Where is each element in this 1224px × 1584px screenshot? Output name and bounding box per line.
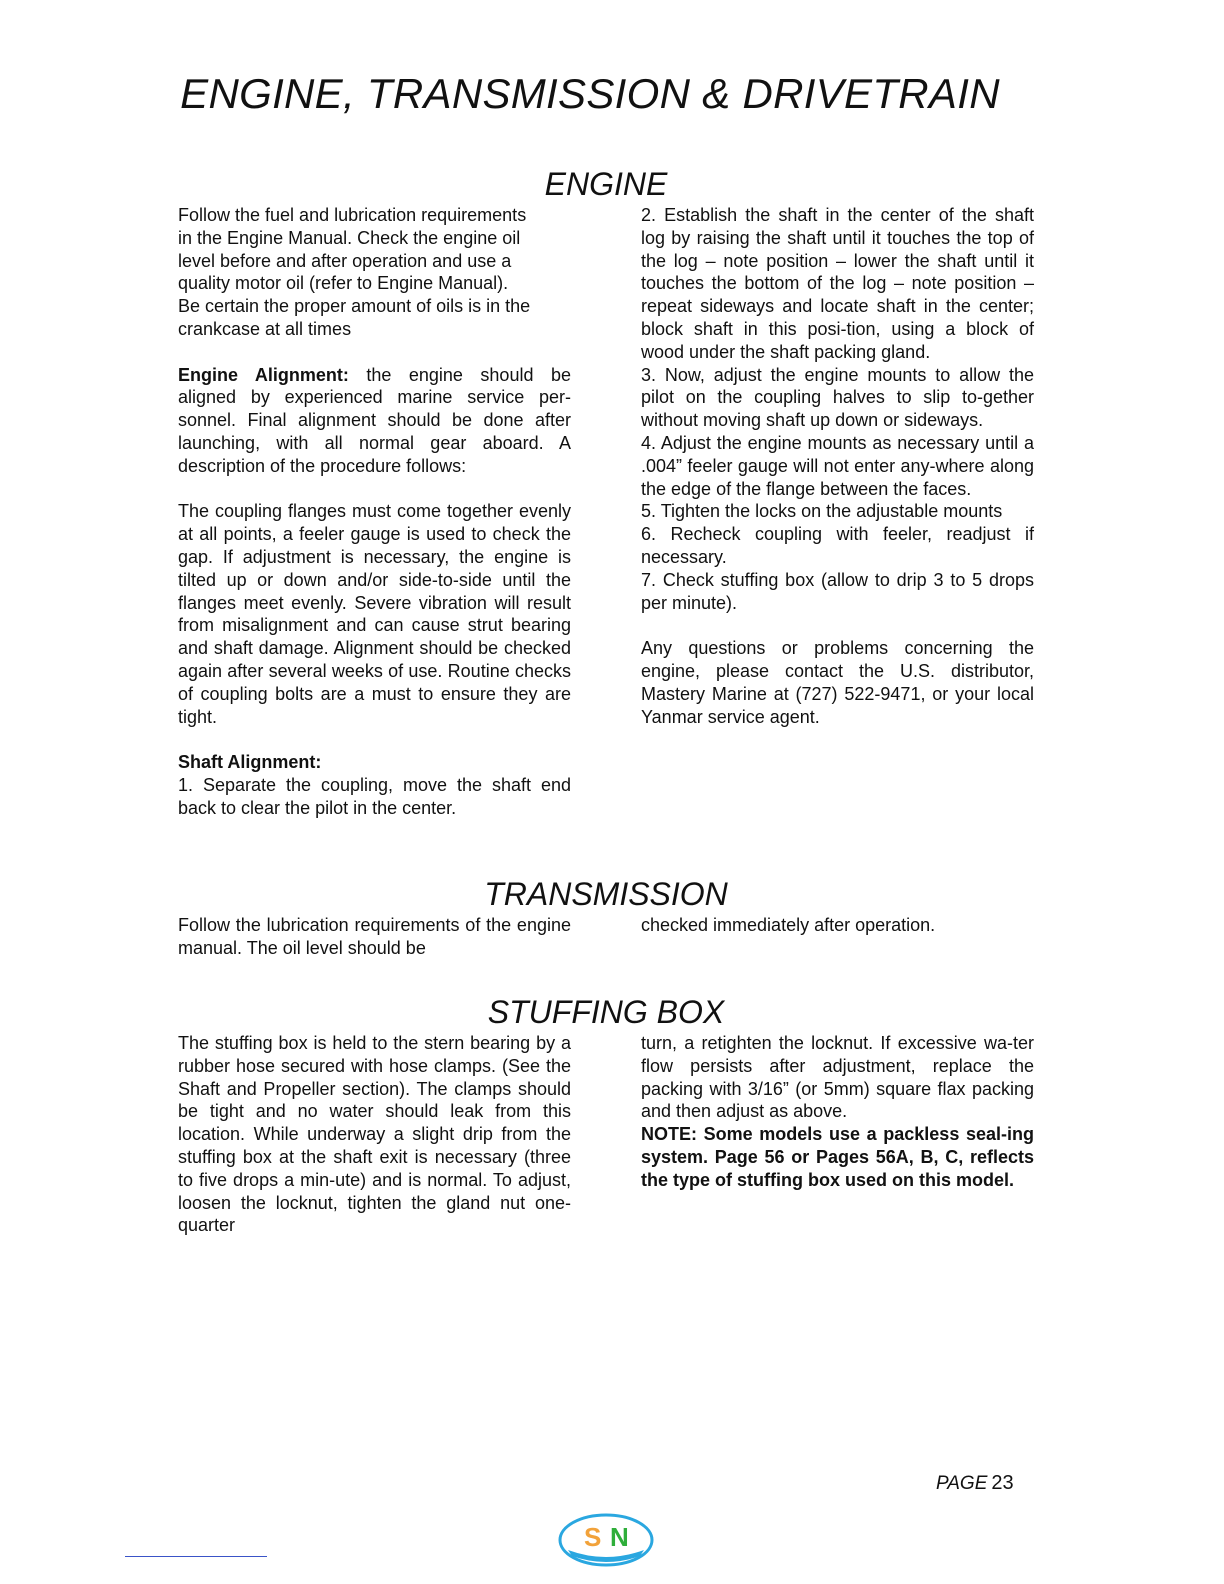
engine-contact-paragraph: Any questions or problems concerning the engine, please contact the U.S. distributor, Mastery Marine at (727) 522-9471, or your local Yanmar service agent. (641, 638, 1034, 727)
stuffing-box-right-text: turn, a retighten the locknut. If excessive wa-ter flow persists after adjustment, replace the packing with 3/16” (or 5mm) square flax packing and then adjust as above. (641, 1033, 1034, 1122)
engine-intro-line: level before and after operation and use a (178, 250, 512, 271)
transmission-left-text: Follow the lubrication requirements of the engine manual. The oil level should be (178, 915, 571, 958)
engine-intro-line: Follow the fuel and lubrication requirements (178, 205, 527, 225)
engine-alignment-paragraph (178, 364, 571, 478)
footer-link-underline[interactable] (125, 1556, 267, 1557)
transmission-left-column (178, 914, 571, 960)
logo-letter-n: N (610, 1522, 629, 1552)
sn-logo-icon (556, 1512, 656, 1568)
transmission-heading: TRANSMISSION (484, 876, 728, 912)
shaft-step-1: 1. Separate the coupling, move the shaft end back to clear the pilot in the center. (178, 774, 571, 818)
shaft-step-3: 3. Now, adjust the engine mounts to allow the pilot on the coupling halves to slip to-gether without moving shaft up down or sideways. (641, 364, 1034, 431)
transmission-right-column (641, 914, 1034, 937)
page-number (936, 1472, 1014, 1495)
engine-alignment-label: Engine Alignment: (178, 364, 349, 385)
engine-intro-line: quality motor oil (refer to Engine Manual). (178, 273, 509, 294)
shaft-step-4: 4. Adjust the engine mounts as necessary until a .004” feeler gauge will not enter any-where along the edge of the flange between the faces. (641, 432, 1034, 499)
page-label: PAGE (936, 1473, 988, 1494)
shaft-step-7: 7. Check stuffing box (allow to drip 3 to 5 drops per minute). (641, 569, 1034, 613)
coupling-paragraph: The coupling flanges must come together evenly at all points, a feeler gauge is used to check the gap. If adjustment is necessary, the engine is tilted up or down and/or side-to-side until the flanges meet evenly. Severe vibration will result from misalignment and can cause strut bearing and shaft damage. Alignment should be checked again after several weeks of use. Routine checks of coupling bolts are a must to ensure they are tight. (178, 501, 571, 727)
shaft-step-5: 5. Tighten the locks on the adjustable mounts (641, 501, 1003, 522)
shaft-step-2: 2. Establish the shaft in the center of the shaft log by raising the shaft until it touches the top of the log – note position – lower the shaft until it touches the bottom of the log – note position – repeat sideways and locate shaft in the center; block shaft in this posi-tion, using a block of wood under the shaft packing gland. (641, 205, 1034, 362)
stuffing-box-heading: STUFFING BOX (487, 994, 725, 1030)
engine-alignment-text: the engine should be aligned by experienced marine service per-sonnel. Final alignment should be done after launching, with all normal gear aboard. A description of the procedure follows: (178, 364, 571, 476)
shaft-step-6: 6. Recheck coupling with feeler, readjust if necessary. (641, 524, 1034, 567)
transmission-right-text: checked immediately after operation. (641, 915, 936, 935)
engine-intro-line: in the Engine Manual. Check the engine oil (178, 227, 521, 248)
page-title: ENGINE, TRANSMISSION & DRIVETRAIN (180, 70, 1000, 117)
engine-left-column (178, 204, 571, 820)
stuffing-box-note: NOTE: Some models use a packless seal-ing system. Page 56 or Pages 56A, B, C, reflects the type of stuffing box used on this model. (641, 1124, 1034, 1190)
engine-intro-line: Be certain the proper amount of oils is in the (178, 296, 531, 317)
engine-right-column (641, 204, 1034, 728)
engine-intro-line: crankcase at all times (178, 318, 352, 339)
stuffing-box-left-column (178, 1032, 571, 1237)
logo-letter-s: S (584, 1522, 602, 1552)
stuffing-box-left-text: The stuffing box is held to the stern bearing by a rubber hose secured with hose clamps. (See the Shaft and Propeller section). The clamps should be tight and no water should leak from this location. While underway a slight drip from the stuffing box at the shaft exit is necessary (three to five drops a min-ute) and is normal. To adjust, loosen the locknut, tighten the gland nut one-quarter (178, 1033, 571, 1236)
shaft-alignment-label: Shaft Alignment: (178, 752, 322, 773)
stuffing-box-right-column (641, 1032, 1034, 1192)
page-number-value: 23 (991, 1472, 1014, 1494)
engine-heading: ENGINE (544, 166, 668, 202)
